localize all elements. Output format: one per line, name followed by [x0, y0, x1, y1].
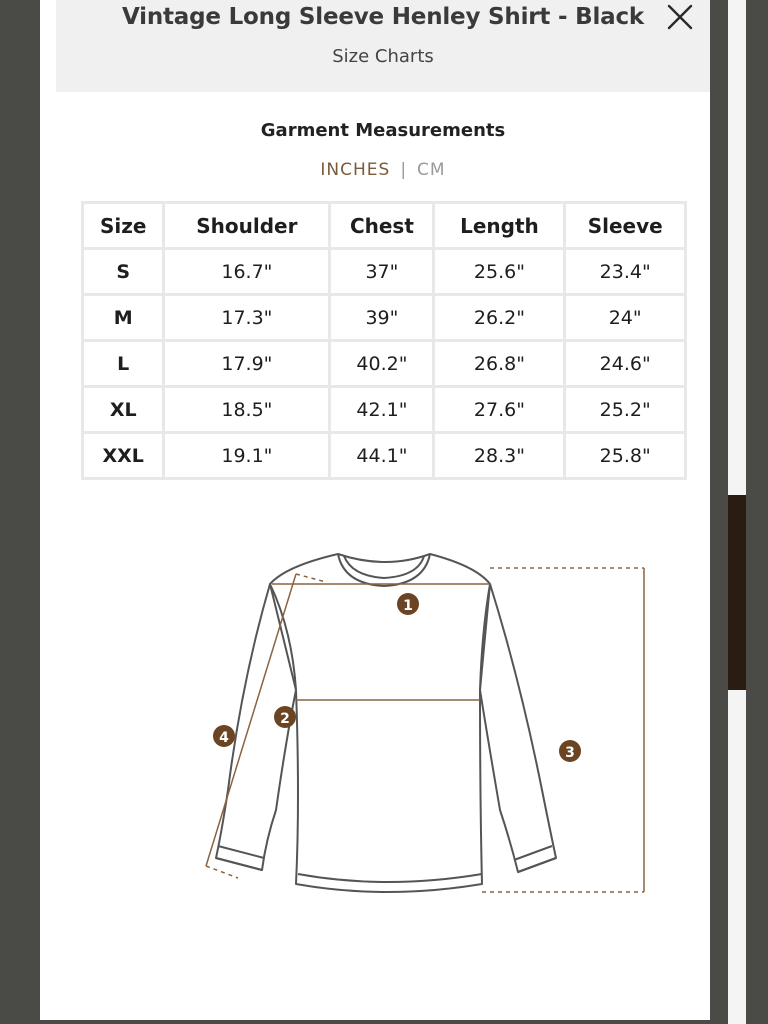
chest-cell: 40.2" — [331, 342, 432, 385]
size-cell: L — [84, 342, 162, 385]
shoulder-cell: 17.9" — [165, 342, 328, 385]
section-title: Garment Measurements — [260, 120, 506, 141]
backdrop-left — [0, 0, 40, 1024]
table-header-row — [84, 204, 684, 247]
sleeve-cell: 25.2" — [566, 388, 684, 431]
svg-text:4: 4 — [219, 730, 229, 746]
header-chest: Chest — [331, 204, 432, 247]
size-cell: S — [84, 250, 162, 293]
modal-title: Vintage Long Sleeve Henley Shirt - Black — [121, 4, 645, 30]
chest-cell: 42.1" — [331, 388, 432, 431]
close-button[interactable] — [663, 0, 697, 34]
unit-separator: | — [400, 160, 408, 180]
shirt-illustration — [216, 554, 556, 892]
svg-text:2: 2 — [280, 711, 290, 727]
chest-cell: 44.1" — [331, 434, 432, 477]
table-row — [84, 250, 684, 293]
marker-1 — [397, 593, 419, 615]
backdrop-accent — [728, 495, 746, 690]
sleeve-cell: 23.4" — [566, 250, 684, 293]
table-row — [84, 342, 684, 385]
header-sleeve: Sleeve — [566, 204, 684, 247]
size-cell: XL — [84, 388, 162, 431]
chest-cell: 37" — [331, 250, 432, 293]
marker-4 — [213, 725, 235, 747]
size-cell: M — [84, 296, 162, 339]
marker-3 — [559, 740, 581, 762]
unit-inches-tab[interactable]: INCHES — [320, 160, 391, 180]
modal-header — [56, 0, 710, 92]
length-cell: 25.6" — [435, 250, 563, 293]
marker-2 — [274, 706, 296, 728]
header-shoulder: Shoulder — [165, 204, 328, 247]
sleeve-cell: 24" — [566, 296, 684, 339]
table-row — [84, 296, 684, 339]
chest-cell: 39" — [331, 296, 432, 339]
shoulder-cell: 19.1" — [165, 434, 328, 477]
header-length: Length — [435, 204, 563, 247]
sleeve-cell: 24.6" — [566, 342, 684, 385]
length-cell: 26.2" — [435, 296, 563, 339]
table-row — [84, 434, 684, 477]
unit-toggle — [56, 160, 710, 180]
shoulder-cell: 17.3" — [165, 296, 328, 339]
measurements-table — [81, 201, 687, 480]
unit-cm-tab[interactable]: CM — [417, 160, 446, 180]
svg-text:3: 3 — [565, 745, 575, 761]
sleeve-cell: 25.8" — [566, 434, 684, 477]
shoulder-cell: 16.7" — [165, 250, 328, 293]
size-cell: XXL — [84, 434, 162, 477]
shirt-measurement-diagram — [146, 540, 706, 920]
table-row — [84, 388, 684, 431]
svg-text:1: 1 — [403, 598, 413, 614]
size-chart-modal — [56, 0, 710, 1020]
close-icon — [663, 0, 697, 34]
length-cell: 28.3" — [435, 434, 563, 477]
header-size: Size — [84, 204, 162, 247]
backdrop-right — [728, 0, 768, 1024]
modal-subtitle: Size Charts — [332, 46, 434, 67]
length-cell: 26.8" — [435, 342, 563, 385]
shoulder-cell: 18.5" — [165, 388, 328, 431]
length-cell: 27.6" — [435, 388, 563, 431]
